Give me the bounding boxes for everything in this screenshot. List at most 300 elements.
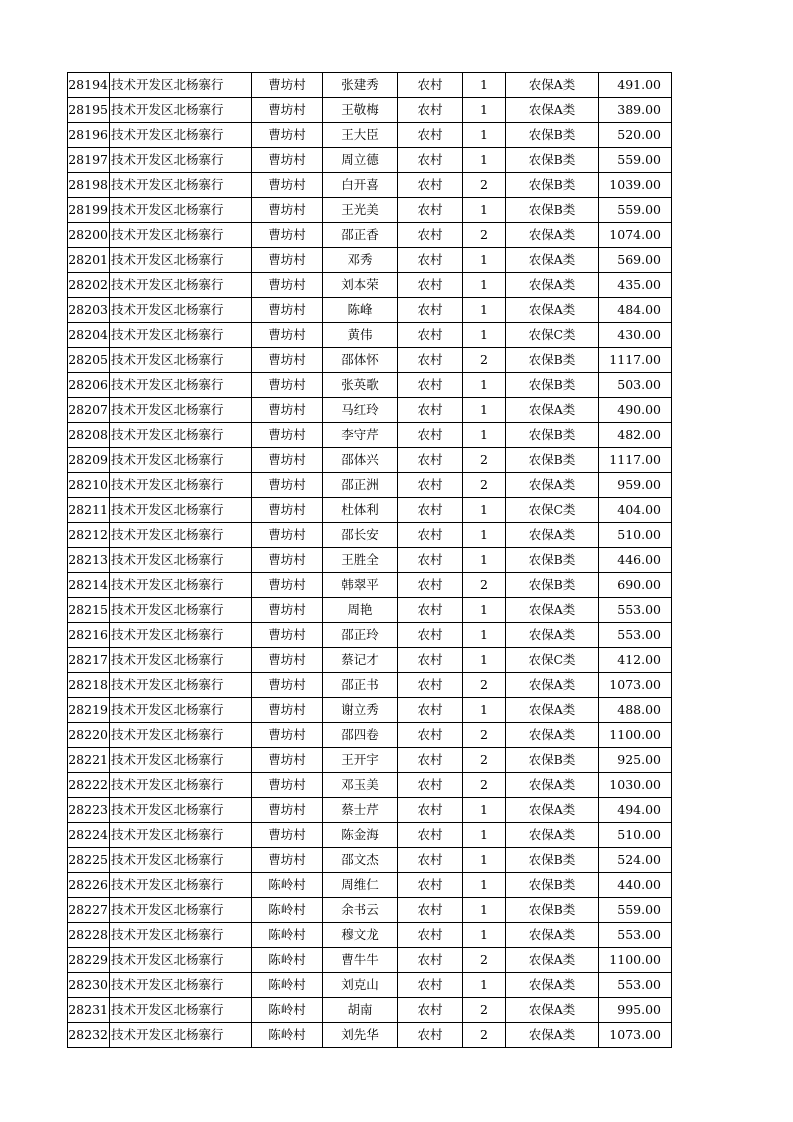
name-cell: 曹牛牛 bbox=[323, 948, 398, 973]
amount-cell: 690.00 bbox=[599, 573, 672, 598]
village-cell: 曹坊村 bbox=[252, 473, 323, 498]
record-id-cell: 28230 bbox=[68, 973, 110, 998]
household-type-cell: 农村 bbox=[398, 748, 463, 773]
table-row bbox=[68, 773, 672, 798]
village-cell: 曹坊村 bbox=[252, 848, 323, 873]
amount-cell: 553.00 bbox=[599, 623, 672, 648]
table-row bbox=[68, 448, 672, 473]
member-count-cell: 2 bbox=[463, 473, 506, 498]
table-row bbox=[68, 848, 672, 873]
member-count-cell: 1 bbox=[463, 973, 506, 998]
member-count-cell: 1 bbox=[463, 648, 506, 673]
household-type-cell: 农村 bbox=[398, 598, 463, 623]
household-type-cell: 农村 bbox=[398, 148, 463, 173]
name-cell: 胡南 bbox=[323, 998, 398, 1023]
village-cell: 曹坊村 bbox=[252, 723, 323, 748]
table-row bbox=[68, 998, 672, 1023]
insurance-category-cell: 农保B类 bbox=[506, 548, 599, 573]
member-count-cell: 2 bbox=[463, 173, 506, 198]
name-cell: 蔡记才 bbox=[323, 648, 398, 673]
amount-cell: 412.00 bbox=[599, 648, 672, 673]
table-row bbox=[68, 98, 672, 123]
village-cell: 陈岭村 bbox=[252, 898, 323, 923]
table-row bbox=[68, 298, 672, 323]
insurance-category-cell: 农保A类 bbox=[506, 923, 599, 948]
table-row bbox=[68, 273, 672, 298]
member-count-cell: 1 bbox=[463, 898, 506, 923]
household-type-cell: 农村 bbox=[398, 573, 463, 598]
district-cell: 技术开发区北杨寨行 bbox=[110, 748, 252, 773]
amount-cell: 1039.00 bbox=[599, 173, 672, 198]
district-cell: 技术开发区北杨寨行 bbox=[110, 498, 252, 523]
record-id-cell: 28206 bbox=[68, 373, 110, 398]
district-cell: 技术开发区北杨寨行 bbox=[110, 223, 252, 248]
table-row bbox=[68, 823, 672, 848]
table-row bbox=[68, 1023, 672, 1048]
member-count-cell: 1 bbox=[463, 123, 506, 148]
village-cell: 曹坊村 bbox=[252, 523, 323, 548]
household-type-cell: 农村 bbox=[398, 398, 463, 423]
insurance-category-cell: 农保B类 bbox=[506, 348, 599, 373]
district-cell: 技术开发区北杨寨行 bbox=[110, 548, 252, 573]
table-row bbox=[68, 898, 672, 923]
record-id-cell: 28226 bbox=[68, 873, 110, 898]
village-cell: 曹坊村 bbox=[252, 123, 323, 148]
amount-cell: 1073.00 bbox=[599, 673, 672, 698]
table-row bbox=[68, 123, 672, 148]
amount-cell: 559.00 bbox=[599, 198, 672, 223]
name-cell: 白开喜 bbox=[323, 173, 398, 198]
record-id-cell: 28221 bbox=[68, 748, 110, 773]
member-count-cell: 1 bbox=[463, 423, 506, 448]
amount-cell: 488.00 bbox=[599, 698, 672, 723]
district-cell: 技术开发区北杨寨行 bbox=[110, 973, 252, 998]
insurance-category-cell: 农保A类 bbox=[506, 98, 599, 123]
record-id-cell: 28194 bbox=[68, 73, 110, 98]
name-cell: 邵体怀 bbox=[323, 348, 398, 373]
name-cell: 穆文龙 bbox=[323, 923, 398, 948]
amount-cell: 430.00 bbox=[599, 323, 672, 348]
district-cell: 技术开发区北杨寨行 bbox=[110, 848, 252, 873]
name-cell: 邵文杰 bbox=[323, 848, 398, 873]
name-cell: 邵正洲 bbox=[323, 473, 398, 498]
amount-cell: 440.00 bbox=[599, 873, 672, 898]
household-type-cell: 农村 bbox=[398, 973, 463, 998]
member-count-cell: 1 bbox=[463, 98, 506, 123]
amount-cell: 491.00 bbox=[599, 73, 672, 98]
member-count-cell: 1 bbox=[463, 623, 506, 648]
household-type-cell: 农村 bbox=[398, 823, 463, 848]
village-cell: 曹坊村 bbox=[252, 498, 323, 523]
member-count-cell: 1 bbox=[463, 923, 506, 948]
name-cell: 陈峰 bbox=[323, 298, 398, 323]
name-cell: 邵体兴 bbox=[323, 448, 398, 473]
table-row bbox=[68, 248, 672, 273]
district-cell: 技术开发区北杨寨行 bbox=[110, 873, 252, 898]
member-count-cell: 2 bbox=[463, 948, 506, 973]
district-cell: 技术开发区北杨寨行 bbox=[110, 323, 252, 348]
record-id-cell: 28223 bbox=[68, 798, 110, 823]
district-cell: 技术开发区北杨寨行 bbox=[110, 648, 252, 673]
table-row bbox=[68, 373, 672, 398]
amount-cell: 446.00 bbox=[599, 548, 672, 573]
member-count-cell: 2 bbox=[463, 348, 506, 373]
member-count-cell: 2 bbox=[463, 448, 506, 473]
table-row bbox=[68, 873, 672, 898]
amount-cell: 559.00 bbox=[599, 898, 672, 923]
household-type-cell: 农村 bbox=[398, 373, 463, 398]
record-id-cell: 28197 bbox=[68, 148, 110, 173]
household-type-cell: 农村 bbox=[398, 348, 463, 373]
member-count-cell: 1 bbox=[463, 398, 506, 423]
village-cell: 曹坊村 bbox=[252, 223, 323, 248]
village-cell: 曹坊村 bbox=[252, 673, 323, 698]
insurance-category-cell: 农保B类 bbox=[506, 123, 599, 148]
record-id-cell: 28225 bbox=[68, 848, 110, 873]
village-cell: 曹坊村 bbox=[252, 73, 323, 98]
district-cell: 技术开发区北杨寨行 bbox=[110, 448, 252, 473]
record-id-cell: 28196 bbox=[68, 123, 110, 148]
name-cell: 陈金海 bbox=[323, 823, 398, 848]
name-cell: 黄伟 bbox=[323, 323, 398, 348]
village-cell: 陈岭村 bbox=[252, 1023, 323, 1048]
member-count-cell: 2 bbox=[463, 748, 506, 773]
insurance-category-cell: 农保B类 bbox=[506, 173, 599, 198]
household-type-cell: 农村 bbox=[398, 998, 463, 1023]
village-cell: 曹坊村 bbox=[252, 348, 323, 373]
village-cell: 曹坊村 bbox=[252, 198, 323, 223]
household-type-cell: 农村 bbox=[398, 298, 463, 323]
member-count-cell: 1 bbox=[463, 698, 506, 723]
member-count-cell: 1 bbox=[463, 498, 506, 523]
insurance-category-cell: 农保A类 bbox=[506, 598, 599, 623]
table-row bbox=[68, 648, 672, 673]
village-cell: 曹坊村 bbox=[252, 773, 323, 798]
name-cell: 邵长安 bbox=[323, 523, 398, 548]
village-cell: 曹坊村 bbox=[252, 173, 323, 198]
amount-cell: 404.00 bbox=[599, 498, 672, 523]
record-id-cell: 28207 bbox=[68, 398, 110, 423]
member-count-cell: 2 bbox=[463, 998, 506, 1023]
amount-cell: 435.00 bbox=[599, 273, 672, 298]
table-row bbox=[68, 348, 672, 373]
member-count-cell: 1 bbox=[463, 323, 506, 348]
name-cell: 王开宇 bbox=[323, 748, 398, 773]
record-id-cell: 28211 bbox=[68, 498, 110, 523]
insurance-category-cell: 农保B类 bbox=[506, 573, 599, 598]
allowance-table bbox=[67, 72, 672, 1048]
amount-cell: 553.00 bbox=[599, 598, 672, 623]
household-type-cell: 农村 bbox=[398, 173, 463, 198]
insurance-category-cell: 农保A类 bbox=[506, 698, 599, 723]
insurance-category-cell: 农保C类 bbox=[506, 323, 599, 348]
name-cell: 周艳 bbox=[323, 598, 398, 623]
district-cell: 技术开发区北杨寨行 bbox=[110, 298, 252, 323]
insurance-category-cell: 农保B类 bbox=[506, 373, 599, 398]
village-cell: 曹坊村 bbox=[252, 698, 323, 723]
table-row bbox=[68, 473, 672, 498]
insurance-category-cell: 农保A类 bbox=[506, 973, 599, 998]
insurance-category-cell: 农保A类 bbox=[506, 798, 599, 823]
district-cell: 技术开发区北杨寨行 bbox=[110, 1023, 252, 1048]
record-id-cell: 28198 bbox=[68, 173, 110, 198]
record-id-cell: 28209 bbox=[68, 448, 110, 473]
insurance-category-cell: 农保A类 bbox=[506, 73, 599, 98]
member-count-cell: 1 bbox=[463, 848, 506, 873]
record-id-cell: 28217 bbox=[68, 648, 110, 673]
name-cell: 蔡士芹 bbox=[323, 798, 398, 823]
record-id-cell: 28232 bbox=[68, 1023, 110, 1048]
table-row bbox=[68, 423, 672, 448]
record-id-cell: 28216 bbox=[68, 623, 110, 648]
household-type-cell: 农村 bbox=[398, 73, 463, 98]
district-cell: 技术开发区北杨寨行 bbox=[110, 698, 252, 723]
insurance-category-cell: 农保A类 bbox=[506, 523, 599, 548]
district-cell: 技术开发区北杨寨行 bbox=[110, 373, 252, 398]
amount-cell: 1117.00 bbox=[599, 448, 672, 473]
table-row bbox=[68, 223, 672, 248]
record-id-cell: 28201 bbox=[68, 248, 110, 273]
member-count-cell: 2 bbox=[463, 223, 506, 248]
record-id-cell: 28203 bbox=[68, 298, 110, 323]
district-cell: 技术开发区北杨寨行 bbox=[110, 998, 252, 1023]
member-count-cell: 1 bbox=[463, 198, 506, 223]
record-id-cell: 28212 bbox=[68, 523, 110, 548]
member-count-cell: 1 bbox=[463, 873, 506, 898]
amount-cell: 1100.00 bbox=[599, 948, 672, 973]
amount-cell: 510.00 bbox=[599, 823, 672, 848]
insurance-category-cell: 农保B类 bbox=[506, 148, 599, 173]
member-count-cell: 2 bbox=[463, 773, 506, 798]
village-cell: 陈岭村 bbox=[252, 923, 323, 948]
household-type-cell: 农村 bbox=[398, 1023, 463, 1048]
member-count-cell: 2 bbox=[463, 723, 506, 748]
name-cell: 邵正香 bbox=[323, 223, 398, 248]
district-cell: 技术开发区北杨寨行 bbox=[110, 198, 252, 223]
record-id-cell: 28219 bbox=[68, 698, 110, 723]
table-row bbox=[68, 198, 672, 223]
insurance-category-cell: 农保A类 bbox=[506, 623, 599, 648]
district-cell: 技术开发区北杨寨行 bbox=[110, 573, 252, 598]
insurance-category-cell: 农保B类 bbox=[506, 873, 599, 898]
table-row bbox=[68, 948, 672, 973]
household-type-cell: 农村 bbox=[398, 873, 463, 898]
amount-cell: 1117.00 bbox=[599, 348, 672, 373]
name-cell: 刘先华 bbox=[323, 1023, 398, 1048]
table-row bbox=[68, 723, 672, 748]
village-cell: 曹坊村 bbox=[252, 448, 323, 473]
member-count-cell: 1 bbox=[463, 248, 506, 273]
district-cell: 技术开发区北杨寨行 bbox=[110, 598, 252, 623]
record-id-cell: 28204 bbox=[68, 323, 110, 348]
amount-cell: 925.00 bbox=[599, 748, 672, 773]
record-id-cell: 28210 bbox=[68, 473, 110, 498]
record-id-cell: 28227 bbox=[68, 898, 110, 923]
record-id-cell: 28229 bbox=[68, 948, 110, 973]
district-cell: 技术开发区北杨寨行 bbox=[110, 123, 252, 148]
district-cell: 技术开发区北杨寨行 bbox=[110, 773, 252, 798]
insurance-category-cell: 农保A类 bbox=[506, 723, 599, 748]
name-cell: 刘克山 bbox=[323, 973, 398, 998]
table-row bbox=[68, 923, 672, 948]
household-type-cell: 农村 bbox=[398, 848, 463, 873]
village-cell: 曹坊村 bbox=[252, 798, 323, 823]
member-count-cell: 1 bbox=[463, 148, 506, 173]
record-id-cell: 28222 bbox=[68, 773, 110, 798]
district-cell: 技术开发区北杨寨行 bbox=[110, 523, 252, 548]
household-type-cell: 农村 bbox=[398, 423, 463, 448]
village-cell: 陈岭村 bbox=[252, 873, 323, 898]
table-row bbox=[68, 623, 672, 648]
village-cell: 曹坊村 bbox=[252, 548, 323, 573]
name-cell: 谢立秀 bbox=[323, 698, 398, 723]
district-cell: 技术开发区北杨寨行 bbox=[110, 398, 252, 423]
amount-cell: 1030.00 bbox=[599, 773, 672, 798]
household-type-cell: 农村 bbox=[398, 98, 463, 123]
table-row bbox=[68, 398, 672, 423]
amount-cell: 503.00 bbox=[599, 373, 672, 398]
village-cell: 曹坊村 bbox=[252, 98, 323, 123]
household-type-cell: 农村 bbox=[398, 273, 463, 298]
table-row bbox=[68, 548, 672, 573]
record-id-cell: 28205 bbox=[68, 348, 110, 373]
member-count-cell: 2 bbox=[463, 1023, 506, 1048]
name-cell: 王大臣 bbox=[323, 123, 398, 148]
record-id-cell: 28202 bbox=[68, 273, 110, 298]
member-count-cell: 1 bbox=[463, 298, 506, 323]
amount-cell: 995.00 bbox=[599, 998, 672, 1023]
district-cell: 技术开发区北杨寨行 bbox=[110, 173, 252, 198]
household-type-cell: 农村 bbox=[398, 223, 463, 248]
village-cell: 曹坊村 bbox=[252, 298, 323, 323]
name-cell: 周立德 bbox=[323, 148, 398, 173]
household-type-cell: 农村 bbox=[398, 473, 463, 498]
insurance-category-cell: 农保A类 bbox=[506, 398, 599, 423]
insurance-category-cell: 农保B类 bbox=[506, 748, 599, 773]
table-row bbox=[68, 173, 672, 198]
member-count-cell: 1 bbox=[463, 598, 506, 623]
district-cell: 技术开发区北杨寨行 bbox=[110, 673, 252, 698]
insurance-category-cell: 农保A类 bbox=[506, 773, 599, 798]
district-cell: 技术开发区北杨寨行 bbox=[110, 623, 252, 648]
district-cell: 技术开发区北杨寨行 bbox=[110, 423, 252, 448]
village-cell: 曹坊村 bbox=[252, 148, 323, 173]
insurance-category-cell: 农保B类 bbox=[506, 423, 599, 448]
amount-cell: 1074.00 bbox=[599, 223, 672, 248]
household-type-cell: 农村 bbox=[398, 523, 463, 548]
amount-cell: 569.00 bbox=[599, 248, 672, 273]
name-cell: 杜体利 bbox=[323, 498, 398, 523]
record-id-cell: 28228 bbox=[68, 923, 110, 948]
village-cell: 曹坊村 bbox=[252, 423, 323, 448]
district-cell: 技术开发区北杨寨行 bbox=[110, 923, 252, 948]
amount-cell: 1073.00 bbox=[599, 1023, 672, 1048]
village-cell: 曹坊村 bbox=[252, 648, 323, 673]
household-type-cell: 农村 bbox=[398, 123, 463, 148]
amount-cell: 553.00 bbox=[599, 923, 672, 948]
member-count-cell: 2 bbox=[463, 573, 506, 598]
amount-cell: 490.00 bbox=[599, 398, 672, 423]
name-cell: 韩翠平 bbox=[323, 573, 398, 598]
name-cell: 张建秀 bbox=[323, 73, 398, 98]
household-type-cell: 农村 bbox=[398, 723, 463, 748]
insurance-category-cell: 农保B类 bbox=[506, 448, 599, 473]
name-cell: 王敬梅 bbox=[323, 98, 398, 123]
table-row bbox=[68, 523, 672, 548]
table-row bbox=[68, 673, 672, 698]
name-cell: 邵正玲 bbox=[323, 623, 398, 648]
table-row bbox=[68, 698, 672, 723]
household-type-cell: 农村 bbox=[398, 448, 463, 473]
household-type-cell: 农村 bbox=[398, 498, 463, 523]
member-count-cell: 1 bbox=[463, 798, 506, 823]
insurance-category-cell: 农保A类 bbox=[506, 298, 599, 323]
amount-cell: 389.00 bbox=[599, 98, 672, 123]
village-cell: 曹坊村 bbox=[252, 573, 323, 598]
name-cell: 刘本荣 bbox=[323, 273, 398, 298]
district-cell: 技术开发区北杨寨行 bbox=[110, 898, 252, 923]
member-count-cell: 1 bbox=[463, 823, 506, 848]
amount-cell: 484.00 bbox=[599, 298, 672, 323]
district-cell: 技术开发区北杨寨行 bbox=[110, 98, 252, 123]
table-body bbox=[68, 73, 672, 1048]
member-count-cell: 1 bbox=[463, 523, 506, 548]
household-type-cell: 农村 bbox=[398, 323, 463, 348]
insurance-category-cell: 农保B类 bbox=[506, 198, 599, 223]
village-cell: 曹坊村 bbox=[252, 248, 323, 273]
table-row bbox=[68, 798, 672, 823]
amount-cell: 510.00 bbox=[599, 523, 672, 548]
household-type-cell: 农村 bbox=[398, 698, 463, 723]
name-cell: 邵正书 bbox=[323, 673, 398, 698]
name-cell: 张英歌 bbox=[323, 373, 398, 398]
village-cell: 陈岭村 bbox=[252, 998, 323, 1023]
household-type-cell: 农村 bbox=[398, 198, 463, 223]
amount-cell: 553.00 bbox=[599, 973, 672, 998]
table-row bbox=[68, 598, 672, 623]
name-cell: 邵四卷 bbox=[323, 723, 398, 748]
member-count-cell: 1 bbox=[463, 373, 506, 398]
household-type-cell: 农村 bbox=[398, 248, 463, 273]
record-id-cell: 28214 bbox=[68, 573, 110, 598]
record-id-cell: 28218 bbox=[68, 673, 110, 698]
household-type-cell: 农村 bbox=[398, 648, 463, 673]
district-cell: 技术开发区北杨寨行 bbox=[110, 723, 252, 748]
record-id-cell: 28195 bbox=[68, 98, 110, 123]
district-cell: 技术开发区北杨寨行 bbox=[110, 473, 252, 498]
record-id-cell: 28200 bbox=[68, 223, 110, 248]
name-cell: 周维仁 bbox=[323, 873, 398, 898]
insurance-category-cell: 农保B类 bbox=[506, 898, 599, 923]
amount-cell: 482.00 bbox=[599, 423, 672, 448]
record-id-cell: 28199 bbox=[68, 198, 110, 223]
table-row bbox=[68, 973, 672, 998]
district-cell: 技术开发区北杨寨行 bbox=[110, 273, 252, 298]
table-row bbox=[68, 323, 672, 348]
village-cell: 曹坊村 bbox=[252, 373, 323, 398]
insurance-category-cell: 农保B类 bbox=[506, 848, 599, 873]
village-cell: 曹坊村 bbox=[252, 398, 323, 423]
amount-cell: 1100.00 bbox=[599, 723, 672, 748]
record-id-cell: 28208 bbox=[68, 423, 110, 448]
insurance-category-cell: 农保A类 bbox=[506, 248, 599, 273]
table-row bbox=[68, 573, 672, 598]
insurance-category-cell: 农保A类 bbox=[506, 948, 599, 973]
household-type-cell: 农村 bbox=[398, 948, 463, 973]
name-cell: 邓玉美 bbox=[323, 773, 398, 798]
insurance-category-cell: 农保A类 bbox=[506, 998, 599, 1023]
household-type-cell: 农村 bbox=[398, 798, 463, 823]
